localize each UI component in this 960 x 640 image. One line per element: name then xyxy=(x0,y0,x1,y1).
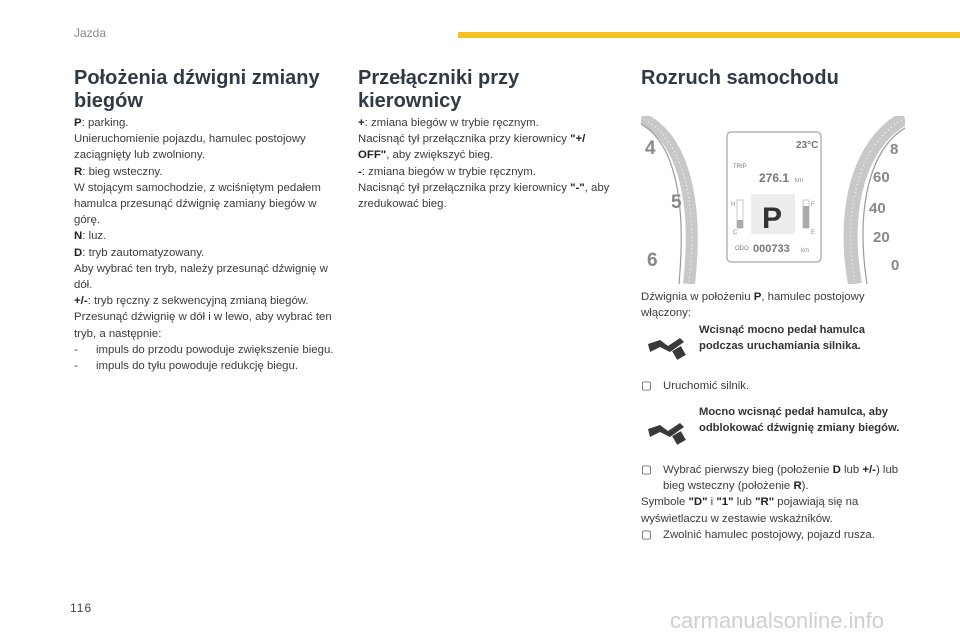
heading-line-2: biegów xyxy=(74,90,143,112)
paddle-plus: +: zmiana biegów w trybie ręcznym. xyxy=(358,117,539,129)
warning-press-brake: Wcisnąć mocno pedał hamulca podczas uruchamiania silnika. xyxy=(699,324,865,352)
paddle-minus-desc: Nacisnąć tył przełącznika przy kierownicy "-", aby zredukować bieg. xyxy=(358,181,610,211)
line-p: P: parking. xyxy=(74,117,129,129)
speed-label-8: 8 xyxy=(890,141,899,158)
symbols-info: Symbole "D" i "1" lub "R" pojawiają się na wyświetlaczu w zestawie wskaźników. xyxy=(641,496,859,525)
paddles-text xyxy=(358,115,616,212)
warning-unlock-lever: Mocno wcisnąć pedał hamulca, aby odblokować dźwignię zmiany biegów. xyxy=(699,406,900,434)
line-r: R: bieg wsteczny. xyxy=(74,165,163,178)
svg-text:E: E xyxy=(811,230,816,236)
center-display xyxy=(727,132,821,262)
section-heading-gear-positions xyxy=(74,67,320,113)
line-manual: +/-: tryb ręczny z sekwencyjną zmianą biegów. xyxy=(74,295,309,308)
instrument-cluster-image xyxy=(641,116,905,284)
tach-label-5: 5 xyxy=(671,192,682,213)
heading-line-2: kierownicy xyxy=(358,90,462,112)
page-number: 116 xyxy=(70,601,93,615)
paddle-minus: -: zmiana biegów w trybie ręcznym. xyxy=(358,165,536,178)
bullet-icon: ▢ xyxy=(641,528,652,541)
trip-value: 276.1 xyxy=(759,171,790,185)
section-heading-starting: Rozruch samochodu xyxy=(641,67,839,89)
svg-text:C: C xyxy=(733,230,738,236)
header-accent-bar xyxy=(458,32,960,38)
line-r-desc: W stojącym samochodzie, z wciśniętym pedałem hamulca przesunąć dźwignię zamiany biegów w górę. xyxy=(74,181,321,227)
list-item-downshift: - impuls do tyłu powoduje redukcję biegu. xyxy=(74,360,298,373)
bullet-icon: ▢ xyxy=(641,380,652,392)
starting-intro xyxy=(641,289,903,321)
heading-line-1: Położenia dźwigni zmiany xyxy=(74,67,320,89)
heading-line-1: Przełączniki przy xyxy=(358,67,520,89)
tach-label-6: 6 xyxy=(647,250,658,271)
bullet-start-engine-text: ▢ Uruchomić silnik. xyxy=(641,378,903,394)
tach-label-4: 4 xyxy=(645,138,656,159)
speed-label-0: 0 xyxy=(891,257,900,274)
outside-temp: 23°C xyxy=(796,140,819,151)
watermark: carmanualsonline.info xyxy=(670,608,885,633)
line-manual-desc: Przesunąć dźwignię w dół i w lewo, aby wybrać ten tryb, a następnie: xyxy=(74,311,332,340)
gear-positions-text xyxy=(74,115,344,374)
odo-value: 000733 xyxy=(753,243,790,255)
odo-unit: km xyxy=(801,248,809,254)
starting-steps xyxy=(641,462,907,543)
line-n: N: luz. xyxy=(74,230,107,243)
bullet-icon: ▢ xyxy=(641,464,652,476)
brake-pedal-icon xyxy=(646,334,686,360)
section-heading-paddles xyxy=(358,67,519,113)
trip-unit: km xyxy=(795,178,803,184)
line-d-desc: Aby wybrać ten tryb, należy przesunąć dźwignię w dół. xyxy=(74,262,328,292)
speed-label-20: 20 xyxy=(873,229,890,246)
svg-text:F: F xyxy=(811,202,815,208)
trip-label: TRIP xyxy=(733,164,747,170)
speed-label-60: 60 xyxy=(873,169,890,186)
odo-label: ODO xyxy=(735,246,749,252)
speed-label-40: 40 xyxy=(869,200,886,217)
header-title: Jazda xyxy=(74,26,107,40)
gear-indicator: P xyxy=(762,202,783,235)
bullet-release-brake: ▢ Zwolnić hamulec postojowy, pojazd rusza. xyxy=(641,527,907,543)
bullet-start-engine xyxy=(641,378,903,394)
paddle-plus-desc: Nacisnąć tył przełącznika przy kierownicy "+/ OFF", aby zwiększyć bieg. xyxy=(358,133,586,162)
line-d: D: tryb zautomatyzowany. xyxy=(74,246,205,259)
line-p-desc: Unieruchomienie pojazdu, hamulec postojowy zaciągnięty lub zwolniony. xyxy=(74,133,306,162)
brake-pedal-icon xyxy=(646,419,686,445)
list-item-upshift: - impuls do przodu powoduje zwiększenie biegu. xyxy=(74,343,334,356)
starting-intro-text: Dźwignia w położeniu P, hamulec postojowy włączony: xyxy=(641,291,865,320)
bullet-select-gear: ▢ Wybrać pierwszy bieg (położenie D lub +/-) lub bieg wsteczny (położenie R). xyxy=(641,464,899,493)
svg-text:H: H xyxy=(731,202,736,208)
